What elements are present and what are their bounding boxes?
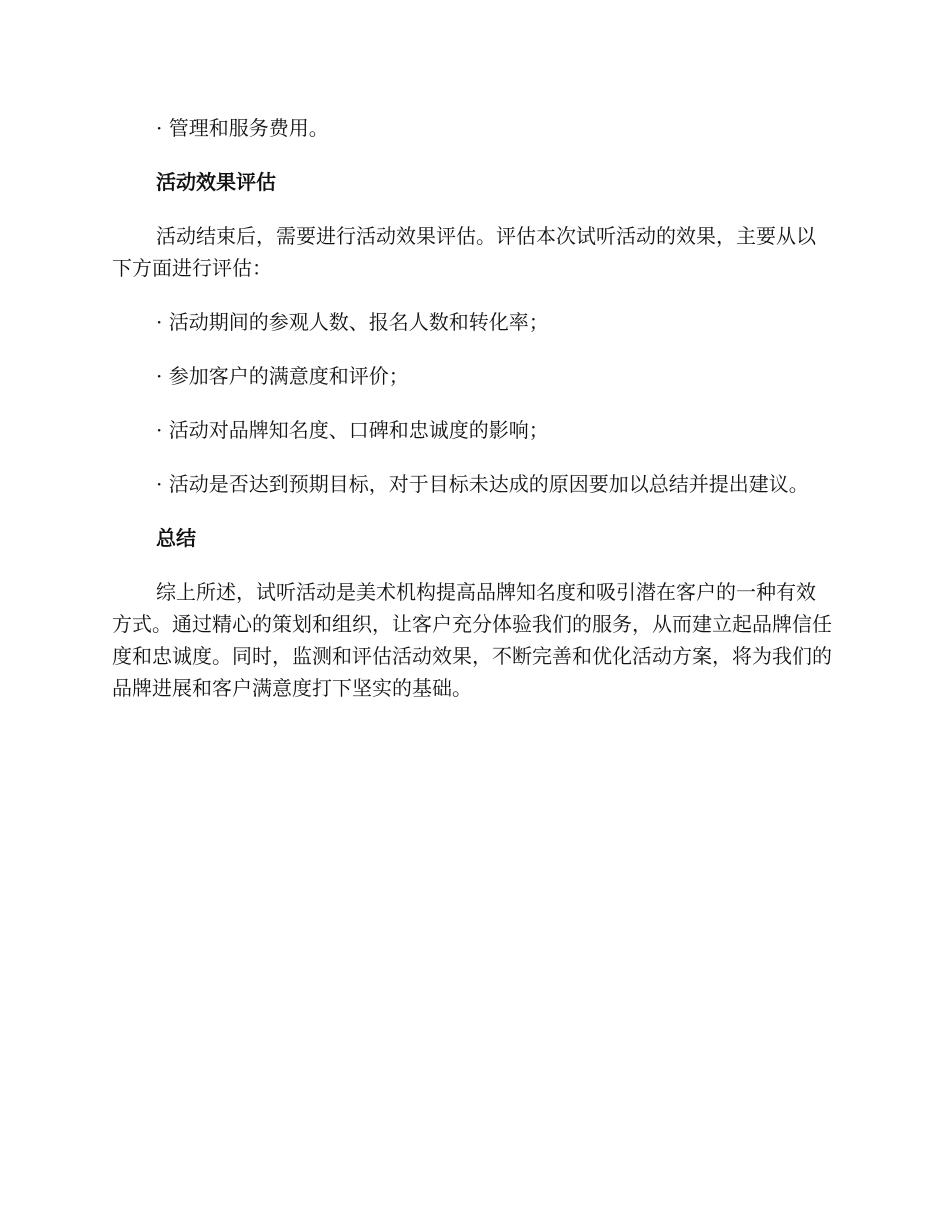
section-heading-evaluation: 活动效果评估 bbox=[156, 170, 276, 194]
evaluation-paragraph: 活动结束后，需要进行活动效果评估。评估本次试听活动的效果，主要从以下方面进行评估： bbox=[112, 224, 816, 280]
evaluation-bullet-3: · 活动对品牌知名度、口碑和忠诚度的影响； bbox=[156, 418, 549, 442]
document-body bbox=[112, 112, 834, 726]
evaluation-bullet-4: · 活动是否达到预期目标，对于目标未达成的原因要加以总结并提出建议。 bbox=[156, 472, 809, 496]
intro-bullet: · 管理和服务费用。 bbox=[156, 116, 329, 140]
summary-paragraph: 综上所述，试听活动是美术机构提高品牌知名度和吸引潜在客户的一种有效方式。通过精心的策划和组织，让客户充分体验我们的服务，从而建立起品牌信任度和忠诚度。同时，监测和评估活动效果，不断完善和优化活动方案，将为我们的品牌进展和客户满意度打下坚实的基础。 bbox=[112, 580, 832, 700]
evaluation-bullet-2: · 参加客户的满意度和评价； bbox=[156, 364, 409, 388]
section-heading-summary: 总结 bbox=[156, 526, 196, 550]
evaluation-bullet-1: · 活动期间的参观人数、报名人数和转化率； bbox=[156, 310, 549, 334]
